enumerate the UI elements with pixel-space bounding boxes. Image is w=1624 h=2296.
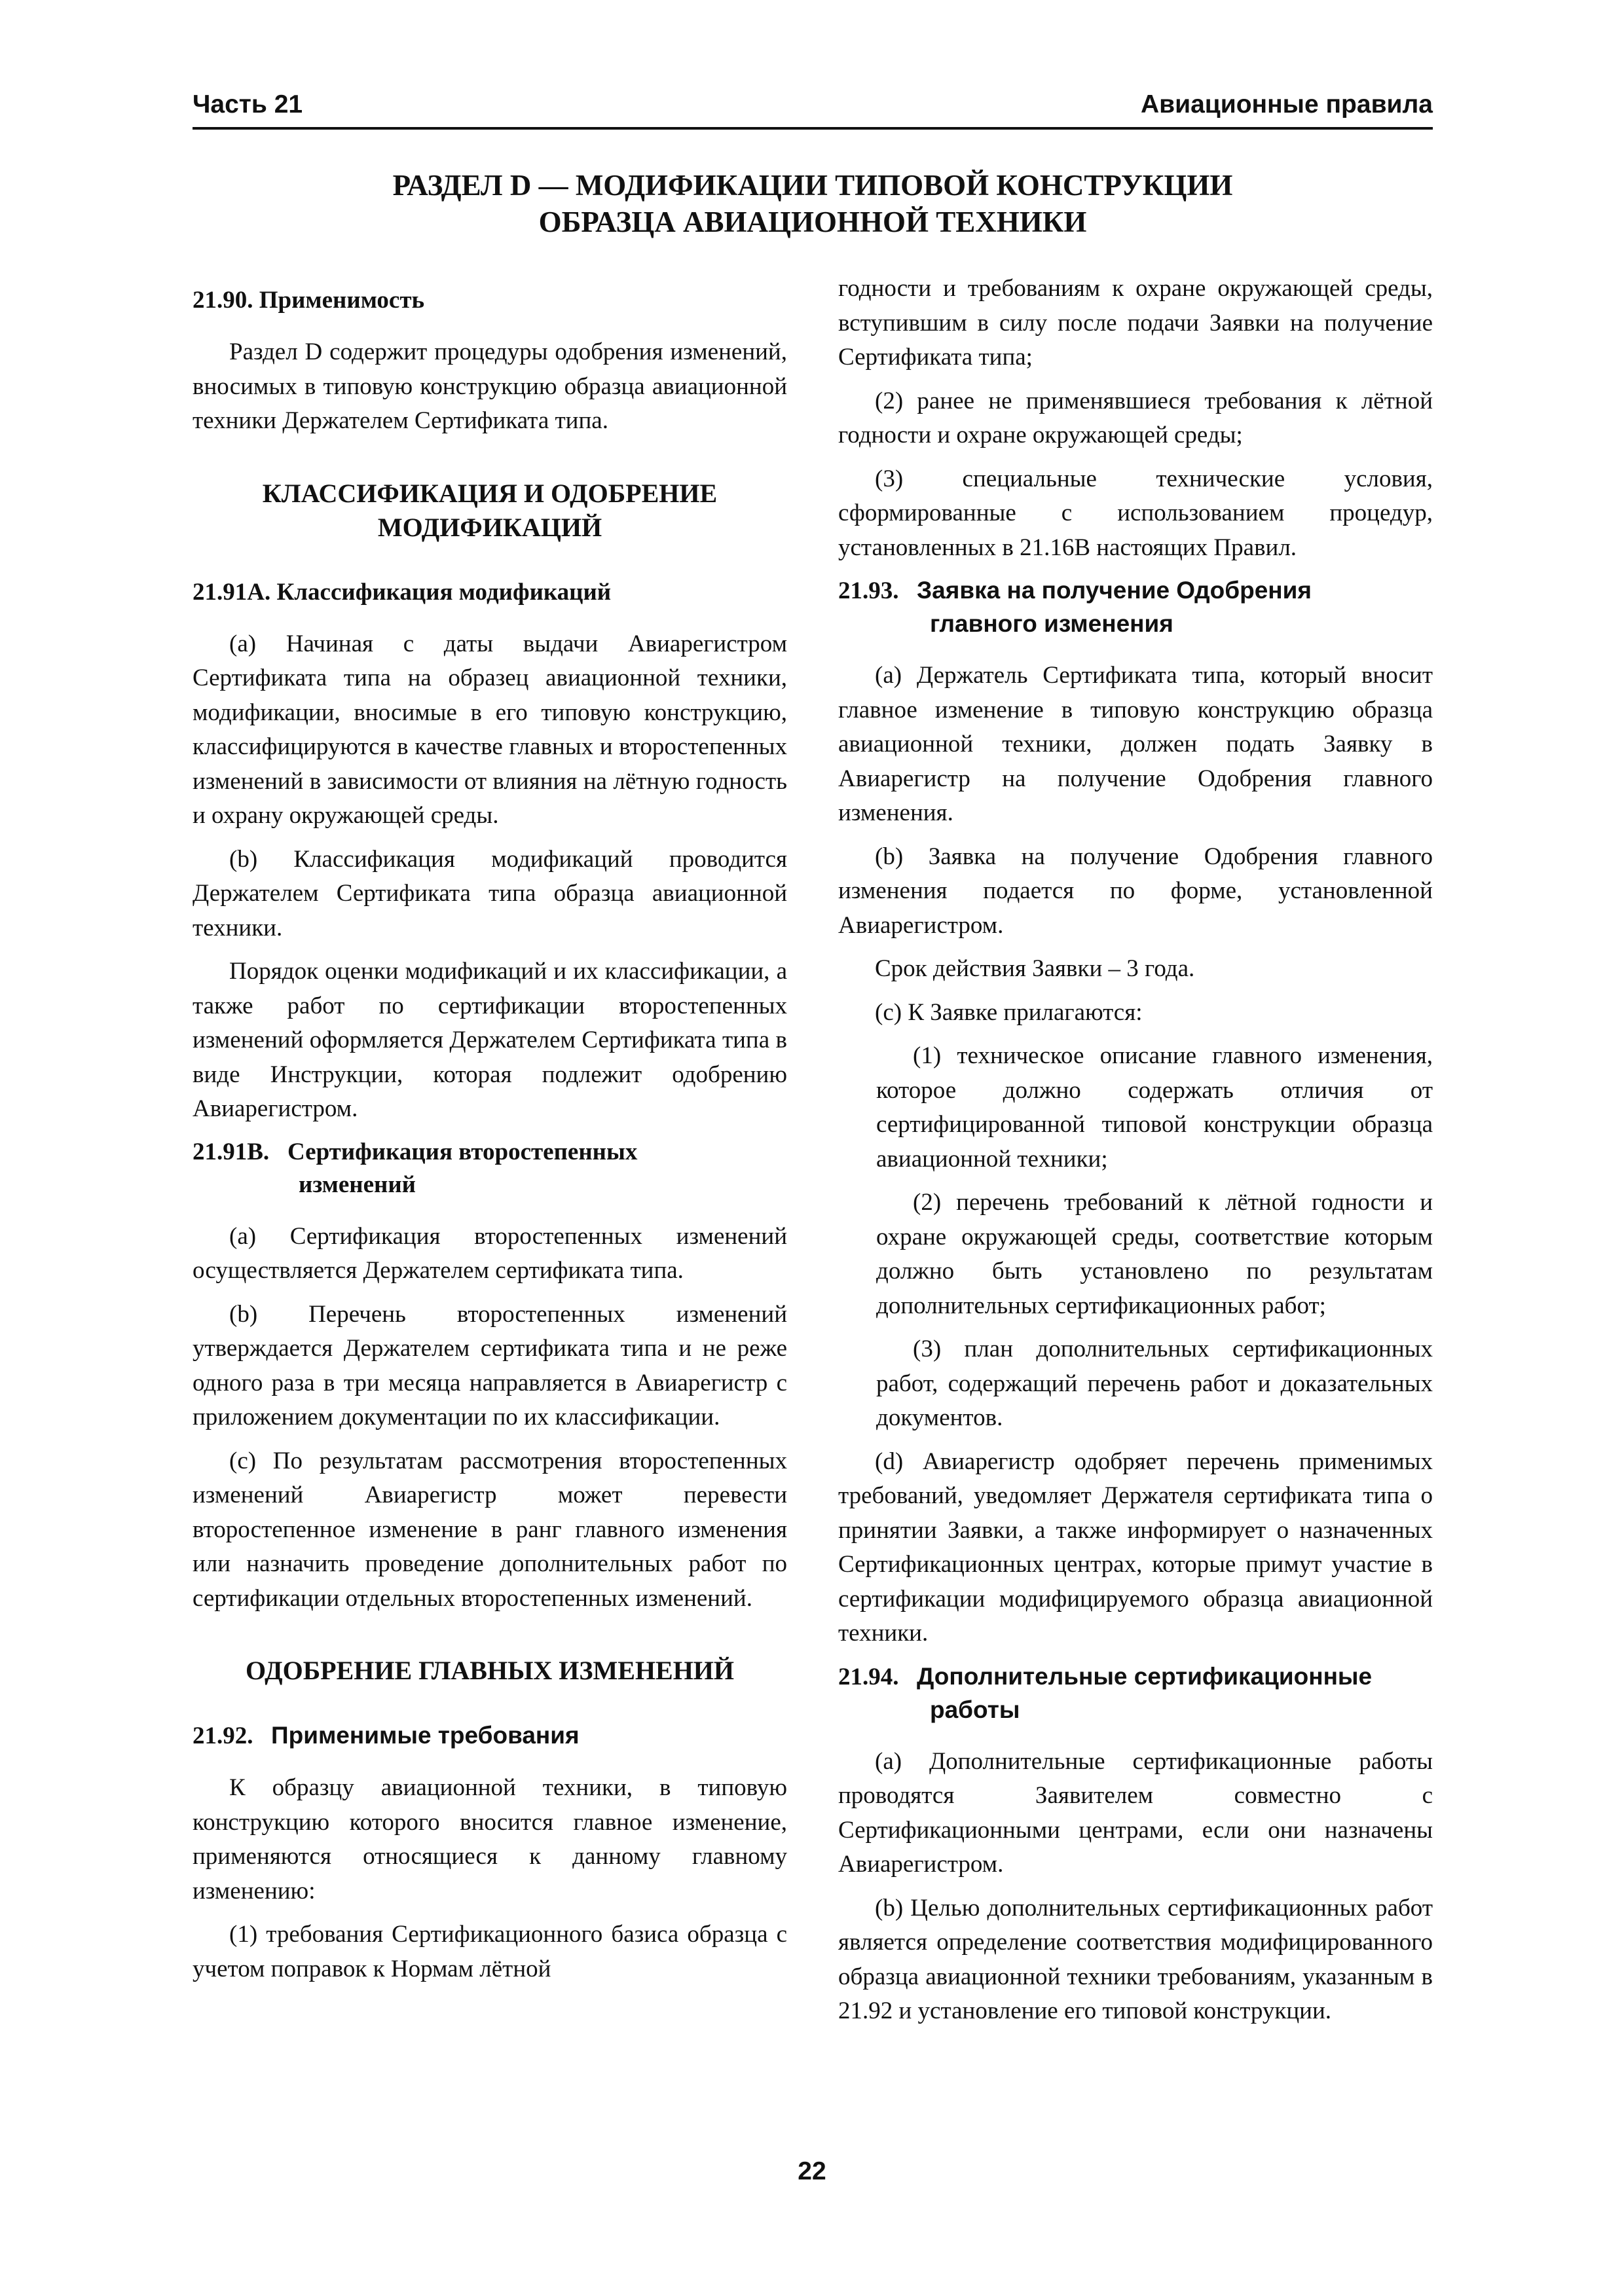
article-21-91a-para-c: Порядок оценки модификаций и их классификации, а также работ по сертификации второстепенных изменений оформляется Держателем Сертификата типа в виде Инструкции, которая подлежит одобрению Авиарегистром. (193, 958, 787, 1122)
article-21-93-item-2: (2) перечень требований к лётной годности и охране окружающей среды, соответствие которым должно быть установлено по результатам дополнительных сертификационных работ; (876, 1189, 1433, 1319)
article-21-90-heading: 21.90. Применимость (193, 287, 425, 314)
article-21-93-para-a: (а) Держатель Сертификата типа, который вносит главное изменение в типовую конструкцию образца авиационной техники, должен подать Заявку в Авиарегистр на получение Одобрения главного изменения. (838, 662, 1433, 826)
article-21-93-para-b: (b) Заявка на получение Одобрения главного изменения подается по форме, установленной Авиарегистром. (838, 843, 1433, 939)
article-21-93-para-d: (d) Авиарегистр одобряет перечень применимых требований, уведомляет Держателя сертификата типа о принятии Заявки, а также информирует о назначенных Сертификационных центрах, которые примут участие в сертификации модифицируемого образца авиационной техники. (838, 1448, 1433, 1647)
page-number: 22 (798, 2157, 826, 2185)
header-title: Авиационные правила (1140, 90, 1433, 118)
left-column (193, 275, 787, 1995)
article-21-93-item-3: (3) план дополнительных сертификационных работ, содержащий перечень работ и доказательных документов. (876, 1336, 1433, 1431)
article-21-93-para-c: (с) К Заявке прилагаются: (875, 998, 1143, 1026)
article-21-94-para-a: (а) Дополнительные сертификационные работы проводятся Заявителем совместно с Сертификационными центрами, если они назначены Авиарегистром. (838, 1747, 1433, 1878)
article-21-92-continued: годности и требованиям к охране окружающей среды, вступившим в силу после подачи Заявки на получение Сертификата типа; (838, 275, 1433, 371)
subsection-heading-classification: КЛАССИФИКАЦИЯ И ОДОБРЕНИЕ МОДИФИКАЦИЙ (262, 478, 718, 542)
article-21-91a-para-b: (b) Классификация модификаций проводится Держателем Сертификата типа образца авиационной техники. (193, 845, 787, 941)
section-title-line1: РАЗДЕЛ D — МОДИФИКАЦИИ ТИПОВОЙ КОНСТРУКЦИИ (392, 169, 1233, 202)
article-21-94-heading: 21.94. Дополнительные сертификационные работы (838, 1662, 1373, 1723)
article-21-90-text: Раздел D содержит процедуры одобрения изменений, вносимых в типовую конструкцию образца авиационной техники Держателем Сертификата типа. (193, 338, 787, 434)
article-21-92-para-2: (1) требования Сертификационного базиса образца с учетом поправок к Нормам лётной (193, 1921, 787, 1982)
article-21-92-heading: 21.92. Применимые требования (193, 1722, 580, 1749)
article-21-91a-heading: 21.91А. Классификация модификаций (193, 578, 612, 606)
subsection-heading-major-changes: ОДОБРЕНИЕ ГЛАВНЫХ ИЗМЕНЕНИЙ (245, 1656, 735, 1685)
article-21-94-para-b: (b) Целью дополнительных сертификационных работ является определение соответствия модифицированного образца авиационной техники требованиям, указанным в 21.92 и установление его типовой конструкции. (838, 1894, 1433, 2024)
article-21-91b-heading: 21.91В. Сертификация второстепенных изменений (193, 1138, 638, 1198)
article-21-91b-para-b: (b) Перечень второстепенных изменений утверждается Держателем сертификата типа и не реже одного раза в три месяца направляется в Авиарегистр с приложением документации по их классификации. (193, 1300, 787, 1430)
article-21-92-item-3: (3) специальные технические условия, сформированные с использованием процедур, установленных в 21.16В настоящих Правил. (838, 465, 1433, 561)
article-21-92-item-2: (2) ранее не применявшиеся требования к лётной годности и охране окружающей среды; (838, 387, 1433, 448)
article-21-91b-para-c: (с) По результатам рассмотрения второстепенных изменений Авиарегистр может перевести второстепенное изменение в ранг главного изменения или назначить проведение дополнительных работ по сертификации отдельных второстепенных изменений. (193, 1447, 787, 1612)
section-title (193, 167, 1433, 240)
article-21-91a-para-a: (а) Начиная с даты выдачи Авиарегистром Сертификата типа на образец авиационной техники, модификации, вносимые в его типовую конструкцию, классифицируются в качестве главных и второстепенных изменений в зависимости от влияния на лётную годность и охрану окружающей среды. (193, 630, 787, 829)
section-title-line2: ОБРАЗЦА АВИАЦИОННОЙ ТЕХНИКИ (538, 206, 1087, 238)
article-21-93-item-1: (1) техническое описание главного изменения, которое должно содержать отличия от сертифицированной типовой конструкции образца авиационной техники; (876, 1042, 1433, 1173)
article-21-91b-para-a: (а) Сертификация второстепенных изменений осуществляется Держателем сертификата типа. (193, 1222, 787, 1284)
running-header (193, 90, 1433, 130)
article-21-93-term: Срок действия Заявки – 3 года. (875, 955, 1195, 982)
article-21-93-heading: 21.93. Заявка на получение Одобрения главного изменения (838, 577, 1312, 637)
right-column (838, 272, 1433, 2038)
header-part: Часть 21 (193, 90, 303, 118)
article-21-92-para-1: К образцу авиационной техники, в типовую конструкцию которого вносится главное изменение, применяются относящиеся к данному главному изменению: (193, 1774, 787, 1904)
